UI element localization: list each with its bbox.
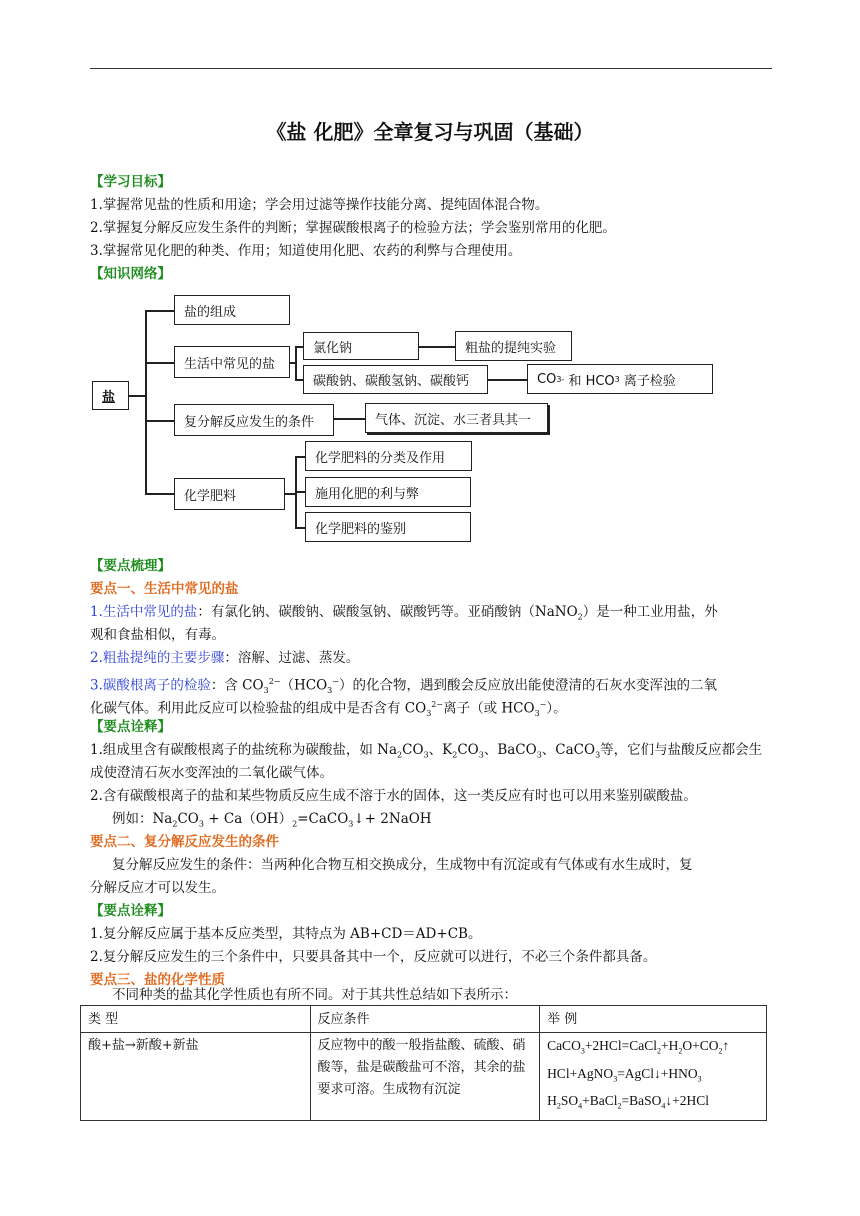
- goals-heading: 【学习目标】: [90, 174, 171, 190]
- subscript: 3: [536, 750, 542, 760]
- connector: [295, 491, 305, 493]
- text: CO: [177, 811, 199, 827]
- node-fertilizer-identification: 化学肥料的鉴别: [305, 512, 471, 542]
- text: 1.组成里含有碳酸根离子的盐统称为碳酸盐，如 Na: [90, 742, 398, 758]
- table-header: 举 例: [540, 1006, 767, 1033]
- connector: [145, 310, 147, 494]
- subscript: 3: [580, 1046, 585, 1056]
- subscript: 2: [617, 1102, 622, 1112]
- note2-line2: 2.复分解反应发生的三个条件中，只要具备其中一个，反应就可以进行，不必三个条件都具备。: [90, 949, 657, 965]
- subscript: 4: [578, 1102, 583, 1112]
- text: ↓+2HCl: [665, 1093, 709, 1109]
- node-ion-test: [527, 364, 713, 394]
- text: HCl+AgNO: [547, 1065, 614, 1081]
- text: ）。: [546, 700, 567, 717]
- note1-heading: 【要点诠释】: [90, 719, 171, 735]
- point1-term: 2.粗盐提纯的主要步骤: [90, 650, 225, 666]
- text: 离子（或 HCO: [443, 700, 535, 717]
- point3-intro: 不同种类的盐其化学性质也有所不同。对于其共性总结如下表所示：: [112, 987, 517, 1003]
- subscript: 3: [348, 819, 354, 829]
- text: ↑: [722, 1038, 730, 1053]
- subscript: 2: [657, 1046, 662, 1056]
- text: 化碳气体。利用此反应可以检验盐的组成中是否含有 CO: [90, 700, 427, 717]
- subscript: 2: [577, 612, 583, 622]
- node-salt-composition: 盐的组成: [174, 295, 290, 325]
- subscript: 2: [678, 1046, 683, 1056]
- node-metathesis-conditions: 复分解反应发生的条件: [174, 404, 334, 436]
- summary-heading: 【要点梳理】: [90, 558, 171, 574]
- subscript: 2: [292, 819, 298, 829]
- table-cell-examples: [540, 1033, 767, 1121]
- table-header: 反应条件: [310, 1006, 540, 1033]
- connector: [419, 346, 455, 348]
- connector: [145, 493, 174, 495]
- example-equation: [547, 1035, 759, 1063]
- point2-line2: 分解反应才可以发生。: [90, 880, 225, 896]
- subscript: 3: [426, 709, 432, 719]
- connector: [295, 456, 305, 458]
- network-heading: 【知识网络】: [90, 266, 171, 282]
- charge: 2−: [268, 677, 281, 686]
- header-rule: [90, 68, 772, 69]
- connector: [488, 379, 527, 381]
- text: ）是一种工业用盐，外: [582, 604, 718, 620]
- text: ↓+ 2NaOH: [353, 811, 432, 827]
- subscript: 3: [697, 1074, 702, 1084]
- table-cell-condition: 反应物中的酸一般指盐酸、硫酸、硝酸等，盐是碳酸盐可不溶，其余的盐要求可溶。生成物有沉淀: [310, 1033, 540, 1121]
- subscript: 2: [718, 1046, 723, 1056]
- point3-heading: 要点三、盐的化学性质: [90, 972, 225, 988]
- ion-co3: CO: [537, 371, 557, 387]
- connector: [128, 395, 146, 397]
- text: H: [547, 1093, 557, 1109]
- text: O+CO: [682, 1038, 719, 1053]
- text: （HCO: [280, 677, 328, 694]
- text: 等，它们与盐酸反应都会生: [600, 742, 763, 758]
- node-carbonates: 碳酸钠、碳酸氢钠、碳酸钙: [303, 365, 488, 394]
- subscript: 2: [397, 750, 403, 760]
- subscript: 2: [172, 819, 178, 829]
- subscript: 3: [478, 750, 484, 760]
- point1-line2: 观和食盐相似，有毒。: [90, 627, 225, 643]
- point1-term: 3.碳酸根离子的检验: [90, 677, 211, 694]
- node-common-salts: 生活中常见的盐: [174, 346, 290, 378]
- text: CaCO: [547, 1038, 581, 1053]
- text: + Ca（OH）: [203, 811, 293, 827]
- point2-heading: 要点二、复分解反应发生的条件: [90, 834, 279, 850]
- subscript: 3: [595, 750, 601, 760]
- connector: [295, 346, 303, 348]
- text: ）的化合物，遇到酸会反应放出能使澄清的石灰水变浑浊的二氧: [338, 677, 717, 694]
- subscript: 3: [613, 1074, 618, 1084]
- charge: −: [332, 677, 339, 686]
- node-salt: 盐: [92, 381, 129, 410]
- node-fertilizer-pros-cons: 施用化肥的利与弊: [305, 477, 471, 507]
- subscript: 3: [263, 686, 269, 696]
- text: 、K: [428, 742, 453, 758]
- table-cell-type: 酸+盐→新酸+新盐: [81, 1033, 311, 1121]
- text: 、BaCO: [483, 742, 537, 758]
- salt-properties-table: [80, 1005, 767, 1121]
- table-row: [81, 1033, 767, 1121]
- page-title: 《盐 化肥》全章复习与巩固（基础）: [266, 120, 594, 144]
- ion-hco3: 和 HCO: [568, 373, 615, 389]
- point2-line1: 复分解反应发生的条件：当两种化合物互相交换成分，生成物中有沉淀或有气体或有水生成时，复: [112, 857, 693, 873]
- text: =BaSO: [621, 1093, 662, 1109]
- connector: [145, 310, 174, 312]
- text: SO: [560, 1093, 579, 1109]
- node-crude-salt-experiment: 粗盐的提纯实验: [455, 331, 572, 361]
- text: 、CaCO: [541, 742, 596, 758]
- subscript: 3: [423, 750, 429, 760]
- subscript: 3: [198, 819, 204, 829]
- node-fertilizers: 化学肥料: [174, 478, 285, 510]
- table-header: 类 型: [81, 1006, 311, 1033]
- point1-heading: 要点一、生活中常见的盐: [90, 581, 239, 597]
- text: ：有氯化钠、碳酸钠、碳酸氢钠、碳酸钙等。亚硝酸钠（NaNO: [197, 604, 578, 620]
- text: +2HCl=CaCl: [584, 1038, 658, 1053]
- text: +BaCl: [582, 1093, 618, 1109]
- text: =AgCl↓+HNO: [617, 1065, 698, 1081]
- subscript: 4: [661, 1102, 666, 1112]
- text: 例如：Na: [112, 811, 173, 827]
- text: ：溶解、过滤、蒸发。: [224, 650, 360, 666]
- node-gas-precipitate-water: 气体、沉淀、水三者具其一: [365, 403, 548, 433]
- subscript: 2: [452, 750, 458, 760]
- ion-charge: 3-: [556, 374, 565, 384]
- connector: [295, 379, 303, 381]
- example-equation: [547, 1090, 759, 1118]
- node-fertilizer-classification: 化学肥料的分类及作用: [305, 441, 472, 471]
- subscript: 3: [534, 709, 540, 719]
- ion-test-label: 离子检验: [623, 373, 676, 389]
- text: ：含 CO: [210, 677, 264, 694]
- point1-term: 1.生活中常见的盐: [90, 604, 198, 620]
- node-sodium-chloride: 氯化钠: [303, 332, 419, 360]
- connector: [145, 362, 174, 364]
- note1-line3: 2.含有碳酸根离子的盐和某些物质反应生成不溶于水的固体，这一类反应有时也可以用来鉴别碳酸盐。: [90, 788, 697, 804]
- ion-subscript: 3: [614, 374, 620, 384]
- charge: −: [539, 700, 547, 709]
- connector: [145, 420, 174, 422]
- note1-line2: 成使澄清石灰水变浑浊的二氧化碳气体。: [90, 765, 333, 781]
- text: =CaCO: [297, 811, 349, 827]
- goal-item-1: 1.掌握常见盐的性质和用途；学会用过滤等操作技能分离、提纯固体混合物。: [90, 197, 549, 213]
- goal-item-3: 3.掌握常见化肥的种类、作用；知道使用化肥、农药的利弊与合理使用。: [90, 243, 522, 259]
- example-equation: [547, 1063, 759, 1091]
- goal-item-2: 2.掌握复分解反应发生条件的判断；掌握碳酸根离子的检验方法；学会鉴别常用的化肥。: [90, 220, 616, 236]
- connector: [334, 418, 365, 420]
- note2-line1: 1.复分解反应属于基本反应类型，其特点为 AB+CD＝AD+CB。: [90, 926, 482, 942]
- point1-line3: [90, 647, 359, 670]
- connector: [295, 346, 297, 380]
- text: CO: [402, 742, 424, 758]
- text: +H: [661, 1038, 679, 1053]
- subscript: 3: [327, 686, 333, 696]
- connector: [295, 527, 305, 529]
- charge: 2−: [431, 700, 444, 709]
- table-header-row: [81, 1006, 767, 1033]
- subscript: 2: [556, 1102, 561, 1112]
- text: CO: [457, 742, 479, 758]
- note2-heading: 【要点诠释】: [90, 903, 171, 919]
